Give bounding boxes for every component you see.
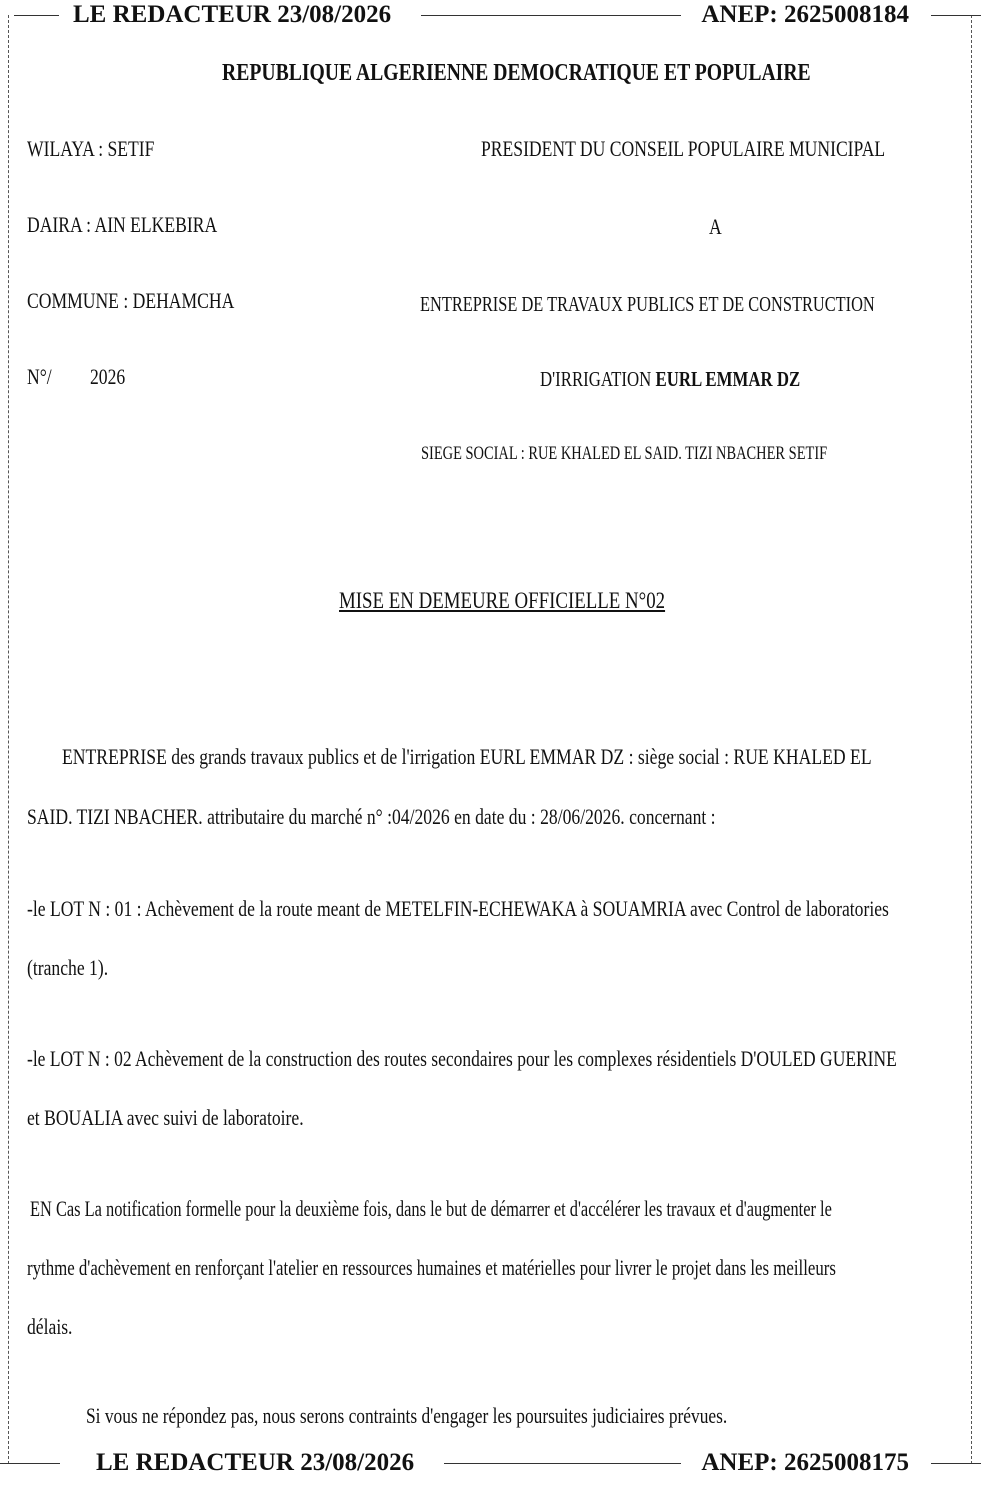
commune: COMMUNE : DEHAMCHA bbox=[27, 288, 235, 313]
banner-rule bbox=[0, 1463, 60, 1464]
banner-rule bbox=[931, 1463, 981, 1464]
p4-line: Si vous ne répondez pas, nous serons contraints d'engager les poursuites judiciaires prévues. bbox=[86, 1403, 728, 1428]
banner-rule bbox=[421, 15, 681, 16]
recipient-line-2 bbox=[540, 367, 800, 392]
recipient-line-1: ENTREPRISE DE TRAVAUX PUBLICS ET DE CONSTRUCTION bbox=[420, 292, 875, 316]
daira: DAIRA : AIN ELKEBIRA bbox=[27, 212, 218, 237]
body-p1-line1: ENTREPRISE des grands travaux publics et de l'irrigation EURL EMMAR DZ : siège social : RUE KHALED EL bbox=[62, 744, 872, 769]
top-banner-publication: LE REDACTEUR 23/08/2026 bbox=[73, 1, 392, 28]
p3-line3: délais. bbox=[27, 1314, 73, 1339]
numero-year: 2026 bbox=[90, 364, 126, 389]
notice-subject: MISE EN DEMEURE OFFICIELLE N°02 bbox=[339, 588, 666, 613]
p3-line2: rythme d'achèvement en renforçant l'atelier en ressources humaines et matérielles pour livrer le projet dans les meilleurs bbox=[27, 1255, 836, 1280]
sender: PRESIDENT DU CONSEIL POPULAIRE MUNICIPAL bbox=[481, 136, 886, 161]
addressee-prefix: A bbox=[709, 214, 722, 239]
lot1-line1: -le LOT N : 01 : Achèvement de la route meant de METELFIN-ECHEWAKA à SOUAMRIA avec Control de laboratories bbox=[27, 896, 889, 921]
bottom-banner-anep: ANEP: 2625008175 bbox=[701, 1449, 909, 1476]
republic-title: REPUBLIQUE ALGERIENNE DEMOCRATIQUE ET POPULAIRE bbox=[222, 60, 811, 86]
recipient-name: EURL EMMAR DZ bbox=[655, 367, 801, 391]
top-banner-anep: ANEP: 2625008184 bbox=[701, 1, 909, 28]
recipient-prefix: D'IRRIGATION bbox=[540, 367, 652, 391]
recipient-siege: SIEGE SOCIAL : RUE KHALED EL SAID. TIZI NBACHER SETIF bbox=[421, 443, 828, 464]
p3-line1: EN Cas La notification formelle pour la deuxième fois, dans le but de démarrer et d'accélérer les travaux et d'augmenter le bbox=[30, 1196, 832, 1221]
lot2-line1: -le LOT N : 02 Achèvement de la construction des routes secondaires pour les complexes résidentiels D'OULED GUERINE bbox=[27, 1046, 897, 1071]
body-p1-line2: SAID. TIZI NBACHER. attributaire du marché n° :04/2026 en date du : 28/06/2026. concernant : bbox=[27, 804, 716, 829]
numero-label: N°/ bbox=[27, 364, 52, 389]
bottom-banner bbox=[0, 1448, 981, 1478]
bottom-banner-publication: LE REDACTEUR 23/08/2026 bbox=[96, 1449, 415, 1476]
banner-rule bbox=[14, 15, 59, 16]
lot2-line2: et BOUALIA avec suivi de laboratoire. bbox=[27, 1105, 304, 1130]
lot1-line2: (tranche 1). bbox=[27, 955, 109, 980]
wilaya: WILAYA : SETIF bbox=[27, 136, 155, 161]
banner-rule bbox=[931, 15, 981, 16]
banner-rule bbox=[444, 1463, 681, 1464]
top-banner bbox=[0, 0, 981, 30]
